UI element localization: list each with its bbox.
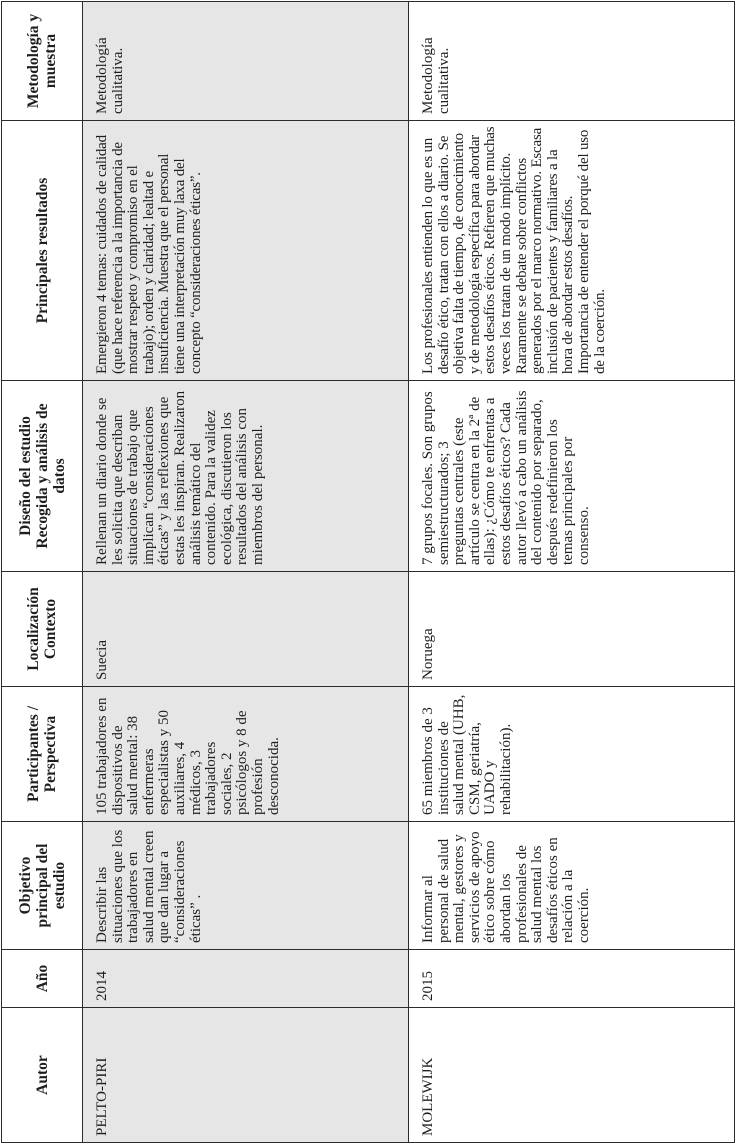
cell-ano: 2015: [409, 950, 735, 1008]
cell-diseno: 7 grupos focales. Son grupos semiestructurados; 3 preguntas centrales (este artículo se centra en la 2ª de ellas): ¿Cómo te enfrentas a estos desafíos éticos? Cada autor llevó a cabo un análisis del contenido por separado, después redefinieron los temas principales por consenso.: [409, 381, 735, 572]
header-participantes: Participantes / Perspectiva: [2, 687, 83, 822]
header-metodologia: Metodología y muestra: [2, 2, 83, 121]
header-diseno: Diseño del estudio Recogida y análisis de datos: [2, 381, 83, 572]
cell-localizacion: Noruega: [409, 572, 735, 687]
table-row: [83, 2, 409, 1143]
cell-resultados: Emergieron 4 temas: cuidados de calidad (que hace referencia a la importancia de mostrar respeto y compromiso en el trabajo); orden y claridad; lealtad e insuficiencia. Muestra que el personal tiene una interpretación muy laxa del concepto “consideraciones éticas”.: [83, 121, 409, 381]
cell-autor: PELTO-PIRI: [83, 1008, 409, 1143]
table-row: [409, 2, 735, 1143]
studies-table: [1, 1, 735, 1143]
cell-participantes: 105 trabajadores en dispositivos de salud mental: 38 enfermeras especialistas y 50 auxiliares, 4 médicos, 3 trabajadores sociales, 2 psicólogos y 8 de profesión desconocida.: [83, 687, 409, 822]
header-objetivo: Objetivo principal del estudio: [2, 822, 83, 950]
cell-participantes: 65 miembros de 3 instituciones de salud mental (UHB, CSM, geriatría, UADO y rehabilitación).: [409, 687, 735, 822]
cell-autor: MOLEWIJK: [409, 1008, 735, 1143]
cell-resultados: Los profesionales entienden lo que es un desafío ético, tratan con ellos a diario. Se objetiva falta de tiempo, de conocimiento y de metodología específica para abordar estos desafíos éticos. Refieren que muchas veces los tratan de un modo implícito. Raramente se debate sobre conflictos generados por el marco normativo. Escasa inclusión de pacientes y familiares a la hora de abordar estos desafíos. Importancia de entender el porqué del uso de la coerción.: [409, 121, 735, 381]
header-autor: Autor: [2, 1008, 83, 1143]
header-localizacion: Localización Contexto: [2, 572, 83, 687]
cell-metodologia: Metodología cualitativa.: [83, 2, 409, 121]
cell-objetivo: Informar al personal de salud mental, gestores y servicios de apoyo ético sobre cómo abordan los profesionales de salud mental los desafíos éticos en relación a la coerción.: [409, 822, 735, 950]
cell-metodologia: Metodología cualitativa.: [409, 2, 735, 121]
cell-localizacion: Suecia: [83, 572, 409, 687]
header-ano: Año: [2, 950, 83, 1008]
header-resultados: Principales resultados: [2, 121, 83, 381]
cell-ano: 2014: [83, 950, 409, 1008]
cell-objetivo: Describir las situaciones que los trabajadores en salud mental creen que dan lugar a “consideraciones éticas” .: [83, 822, 409, 950]
header-row: [2, 2, 83, 1143]
cell-diseno: Rellenan un diario donde se les solicita que describan situaciones de trabajo que implican “consideraciones éticas” y las reflexiones que estas les inspiran. Realizaron análisis temático del contenido. Para la validez ecológica, discutieron los resultados del análisis con miembros del personal.: [83, 381, 409, 572]
